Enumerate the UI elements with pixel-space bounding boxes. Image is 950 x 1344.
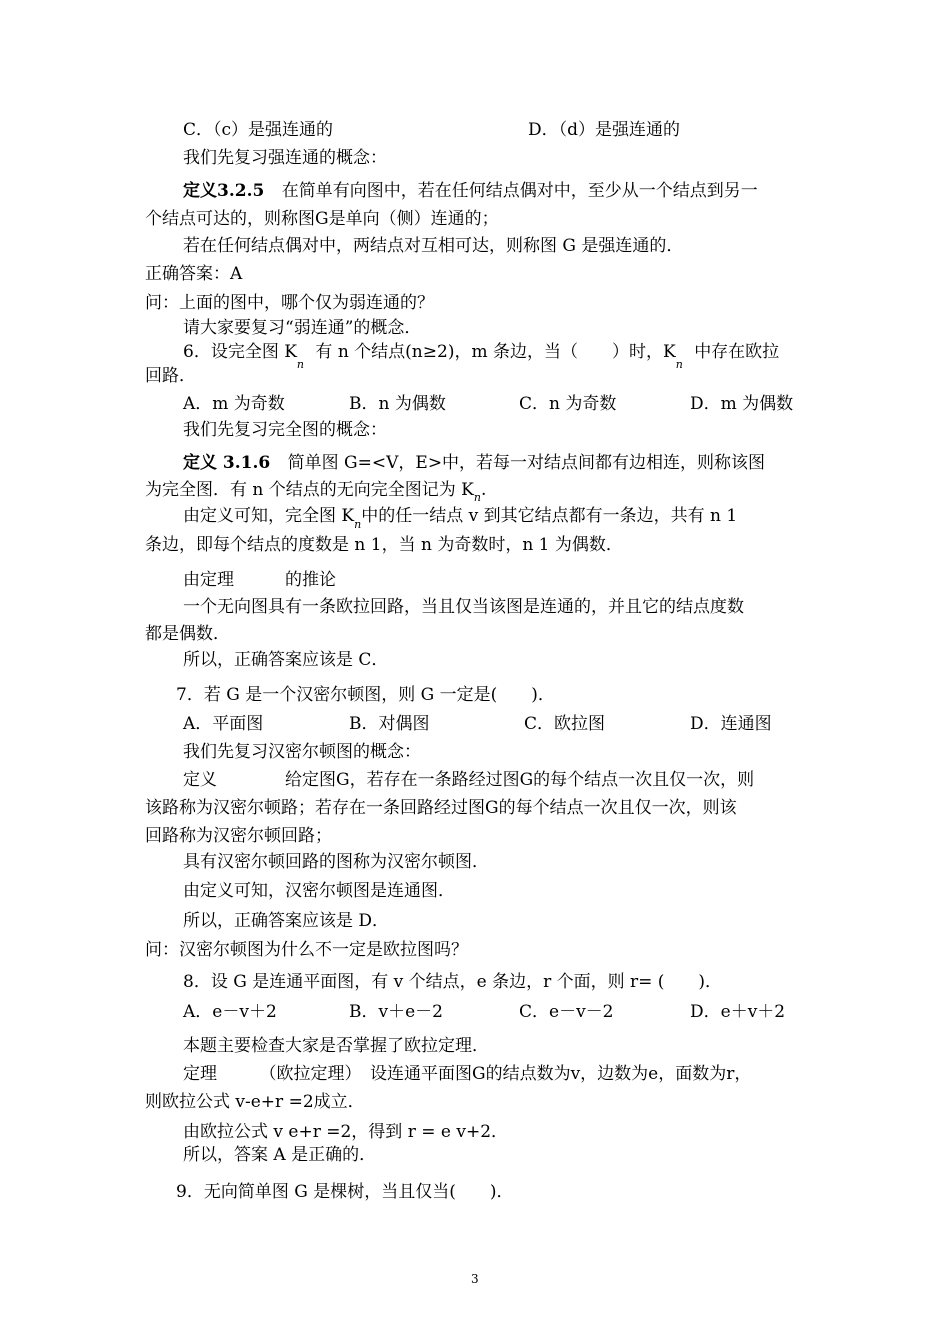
q6-definition-subscript: n [473, 491, 481, 504]
q6-explanation-text-1b: 中的任一结点 v 到其它结点都有一条边，共有 n 1 [361, 506, 738, 526]
page-number: 3 [471, 1272, 479, 1286]
q8-answer: 所以，答案 A 是正确的． [183, 1145, 377, 1165]
q8-theorem-line-2: 则欧拉公式 v-e+r =2成立． [145, 1092, 365, 1112]
q6-stem-line-2: 回路． [145, 366, 196, 386]
q6-definition-text-2b: . [480, 480, 487, 500]
q5-definition-line-2: 个结点可达的，则称图G是单向（侧）连通的； [145, 209, 499, 229]
q6-stem-subscript-2: n [675, 358, 683, 371]
q5-answer: 正确答案：A [145, 264, 243, 284]
q7-explanation: 由定义可知，汉密尔顿图是连通图． [183, 881, 455, 901]
q7-option-c: C．欧拉图 [524, 714, 606, 734]
q7-option-b: B．对偶图 [349, 714, 430, 734]
q6-stem-part-c: 中存在欧拉 [694, 342, 780, 362]
q6-explanation-line-2: 条边，即每个结点的度数是 n 1，当 n 为奇数时，n 1 为偶数． [145, 535, 623, 555]
q7-definition-line-2: 该路称为汉密尔顿路；若存在一条回路经过图G的每个结点一次且仅一次，则该 [145, 798, 737, 818]
q8-intro: 本题主要检查大家是否掌握了欧拉定理． [183, 1036, 489, 1056]
q6-review: 我们先复习完全图的概念： [183, 420, 387, 440]
q8-option-c: C．e－v－2 [519, 1002, 614, 1022]
q6-option-d: D．m 为偶数 [690, 394, 794, 414]
q7-stem: 7．若 G 是一个汉密尔顿图，则 G 一定是( )． [176, 685, 555, 705]
q6-option-b: B．n 为偶数 [349, 394, 446, 414]
q6-stem-part-b: 有 n 个结点(n≥2)，m 条边，当（ ）时，K [315, 342, 676, 362]
q7-definition-line-4: 具有汉密尔顿回路的图称为汉密尔顿图． [183, 852, 489, 872]
q8-option-d: D．e＋v＋2 [690, 1002, 786, 1022]
q6-explanation-subscript: n [354, 518, 362, 531]
q6-theorem-ref: 由定理 的推论 [183, 570, 336, 590]
q5-option-d: D．（d）是强连通的 [528, 120, 681, 140]
q5-definition-label: 定义3.2.5 [183, 181, 265, 201]
q5-question: 问：上面的图中，哪个仅为弱连通的？ [145, 293, 434, 313]
q6-definition-text-2a: 为完全图．有 n 个结点的无向完全图记为 K [145, 480, 474, 500]
q6-stem-subscript-1: n [296, 358, 305, 371]
q8-derivation: 由欧拉公式 v e+r =2，得到 r = e v+2． [183, 1122, 509, 1142]
q8-option-a: A．e－v＋2 [183, 1002, 277, 1022]
q6-stem-part-a: 6．设完全图 K [183, 342, 297, 362]
q7-option-a: A．平面图 [183, 714, 264, 734]
q5-definition-line-3: 若在任何结点偶对中，两结点对互相可达，则称图 G 是强连通的． [183, 236, 684, 256]
q5-definition-line-1 [183, 179, 758, 203]
q7-definition-line-3: 回路称为汉密尔顿回路； [145, 826, 332, 846]
q6-theorem-line-1: 一个无向图具有一条欧拉回路，当且仅当该图是连通的，并且它的结点度数 [183, 597, 744, 617]
q7-answer: 所以，正确答案应该是 D． [183, 911, 390, 931]
q5-review: 我们先复习强连通的概念： [183, 148, 387, 168]
q9-stem: 9．无向简单图 G 是棵树，当且仅当( )． [176, 1182, 514, 1202]
q6-option-c: C．n 为奇数 [519, 394, 617, 414]
q7-definition-line-1: 定义 给定图G，若存在一条路经过图G的每个结点一次且仅一次，则 [183, 770, 755, 790]
q6-definition-label: 定义 3.1.6 [183, 453, 271, 473]
q7-review: 我们先复习汉密尔顿图的概念： [183, 742, 421, 762]
q6-definition-text-1: 简单图 G=<V，E>中，若每一对结点间都有边相连，则称该图 [287, 453, 766, 473]
q6-theorem-line-2: 都是偶数． [145, 624, 230, 644]
q7-question: 问：汉密尔顿图为什么不一定是欧拉图吗？ [145, 940, 468, 960]
q7-option-d: D．连通图 [690, 714, 772, 734]
q6-explanation-line-1 [183, 504, 738, 531]
q6-option-a: A．m 为奇数 [183, 394, 285, 414]
q6-definition-line-1 [183, 451, 765, 475]
q6-answer: 所以，正确答案应该是 C． [183, 650, 389, 670]
q5-question-review: 请大家要复习“弱连通”的概念． [183, 318, 422, 338]
q5-option-c: C．（c）是强连通的 [183, 120, 334, 140]
q6-explanation-text-1a: 由定义可知，完全图 K [183, 506, 355, 526]
q6-stem-line-1 [183, 340, 780, 371]
q8-theorem-line-1: 定理 （欧拉定理） 设连通平面图G的结点数为v，边数为e，面数为r， [183, 1064, 752, 1084]
q8-stem: 8．设 G 是连通平面图，有 v 个结点，e 条边，r 个面，则 r= ( )． [183, 972, 723, 992]
q5-definition-text-1: 在简单有向图中，若在任何结点偶对中，至少从一个结点到另一 [281, 181, 758, 201]
q6-definition-line-2 [145, 478, 486, 502]
q8-option-b: B．v＋e－2 [349, 1002, 443, 1022]
